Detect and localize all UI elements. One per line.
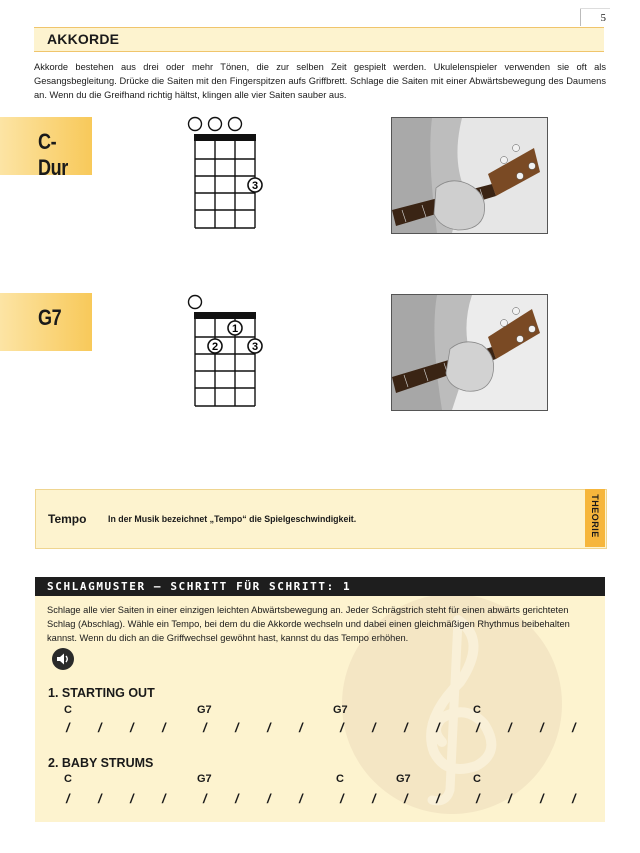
- intro-paragraph: Akkorde bestehen aus drei oder mehr Tönen, die zur selben Zeit gespielt werden. Ukulelenspieler verwenden sie oft als Gesangsbegleitung. Drücke die Saiten mit den Fingerspitzen aufs Griffbrett. Schlage die Saiten mit einer Abwärtsbewegung des Daumens an. Wenn du die Greifhand richtig hältst, klingen alle vier Saiten sauber aus.: [34, 62, 606, 100]
- strum-slash: /: [299, 791, 303, 806]
- strum-slash: /: [372, 720, 376, 735]
- strum-slash: /: [66, 720, 70, 735]
- photo-g7-hand: [391, 294, 548, 411]
- chord-name-c-major: C-Dur: [38, 129, 68, 180]
- fretboard-nut: [194, 312, 256, 319]
- strum-slash: /: [98, 791, 102, 806]
- strum-slash: /: [162, 791, 166, 806]
- photo-c-major-hand: [391, 117, 548, 234]
- exercise-1-chord: G7: [197, 704, 212, 716]
- page-corner-line: [580, 8, 610, 9]
- open-string-marker: [189, 118, 202, 131]
- theory-tab-label: THEORIE: [590, 494, 600, 538]
- theory-box: [35, 489, 607, 549]
- strum-slash: /: [476, 720, 480, 735]
- finger-number: 3: [251, 180, 259, 192]
- strum-slash: /: [404, 791, 408, 806]
- exercise-1-title: 1. STARTING OUT: [48, 686, 155, 700]
- chord-tab-g7: [0, 293, 92, 351]
- strum-slash: /: [299, 720, 303, 735]
- theory-term: Tempo: [48, 512, 87, 526]
- strum-slash: /: [162, 720, 166, 735]
- strum-slash: /: [235, 720, 239, 735]
- chord-diagram-c-major: [185, 114, 271, 232]
- strum-slash: /: [572, 720, 576, 735]
- lesson-intro: Schlage alle vier Saiten in einer einzigen leichten Abwärtsbewegung an. Jeder Schrägstrich steht für einen abwärts gerichteten Schlag (Abschlag). Wähle ein Tempo, bei dem du die Akkorde wechseln und dabei einen gleichmäßigen Rhythmus beibehalten kannst. Wenn du dich an die Griffwechsel gewöhnt hast, kannst du das Tempo erhöhen.: [47, 605, 570, 643]
- exercise-1-chord: G7: [333, 704, 348, 716]
- chord-diagram-g7: [185, 292, 271, 410]
- strum-slash: /: [267, 791, 271, 806]
- exercise-1-chord: C: [64, 704, 72, 716]
- theory-tab: [585, 489, 605, 547]
- finger-number: 2: [211, 341, 219, 353]
- strum-slash: /: [404, 720, 408, 735]
- fretboard-grid: [195, 319, 255, 406]
- strum-slash: /: [508, 791, 512, 806]
- exercise-1-strum-row: [0, 720, 640, 738]
- strum-slash: /: [508, 720, 512, 735]
- strum-slash: /: [340, 720, 344, 735]
- strum-slash: /: [267, 720, 271, 735]
- exercise-2-chord: C: [473, 773, 481, 785]
- exercise-2-chord: C: [336, 773, 344, 785]
- strum-slash: /: [436, 720, 440, 735]
- exercise-2-chord: G7: [197, 773, 212, 785]
- lesson-header-title: SCHLAGMUSTER – SCHRITT FÜR SCHRITT: 1: [47, 580, 352, 593]
- strum-slash: /: [203, 720, 207, 735]
- speaker-icon[interactable]: [51, 647, 75, 671]
- exercise-1-chord: C: [473, 704, 481, 716]
- strum-slash: /: [436, 791, 440, 806]
- strum-slash: /: [130, 720, 134, 735]
- theory-definition: In der Musik bezeichnet „Tempo“ die Spielgeschwindigkeit.: [108, 514, 357, 524]
- finger-number: 3: [251, 341, 259, 353]
- exercise-2-chord: G7: [396, 773, 411, 785]
- strum-slash: /: [235, 791, 239, 806]
- strum-slash: /: [540, 720, 544, 735]
- open-string-marker: [209, 118, 222, 131]
- strum-slash: /: [476, 791, 480, 806]
- fretboard-grid: [195, 141, 255, 228]
- finger-number: 1: [231, 323, 239, 335]
- strum-slash: /: [372, 791, 376, 806]
- page-number: 5: [600, 12, 606, 24]
- strum-slash: /: [540, 791, 544, 806]
- page-corner-mark: [580, 8, 581, 26]
- exercise-2-strum-row: [0, 791, 640, 809]
- open-string-marker: [189, 296, 202, 309]
- lesson-header-bar: [35, 577, 605, 596]
- strum-slash: /: [98, 720, 102, 735]
- exercise-2-title: 2. BABY STRUMS: [48, 756, 154, 770]
- strum-slash: /: [340, 791, 344, 806]
- open-string-marker: [229, 118, 242, 131]
- chord-name-g7: G7: [38, 305, 62, 330]
- exercise-2-chord: C: [64, 773, 72, 785]
- section-header: [34, 27, 604, 52]
- strum-slash: /: [203, 791, 207, 806]
- chord-tab-c-major: [0, 117, 92, 180]
- strum-slash: /: [130, 791, 134, 806]
- fretboard-nut: [194, 134, 256, 141]
- strum-slash: /: [572, 791, 576, 806]
- strum-slash: /: [66, 791, 70, 806]
- section-title: AKKORDE: [47, 31, 120, 47]
